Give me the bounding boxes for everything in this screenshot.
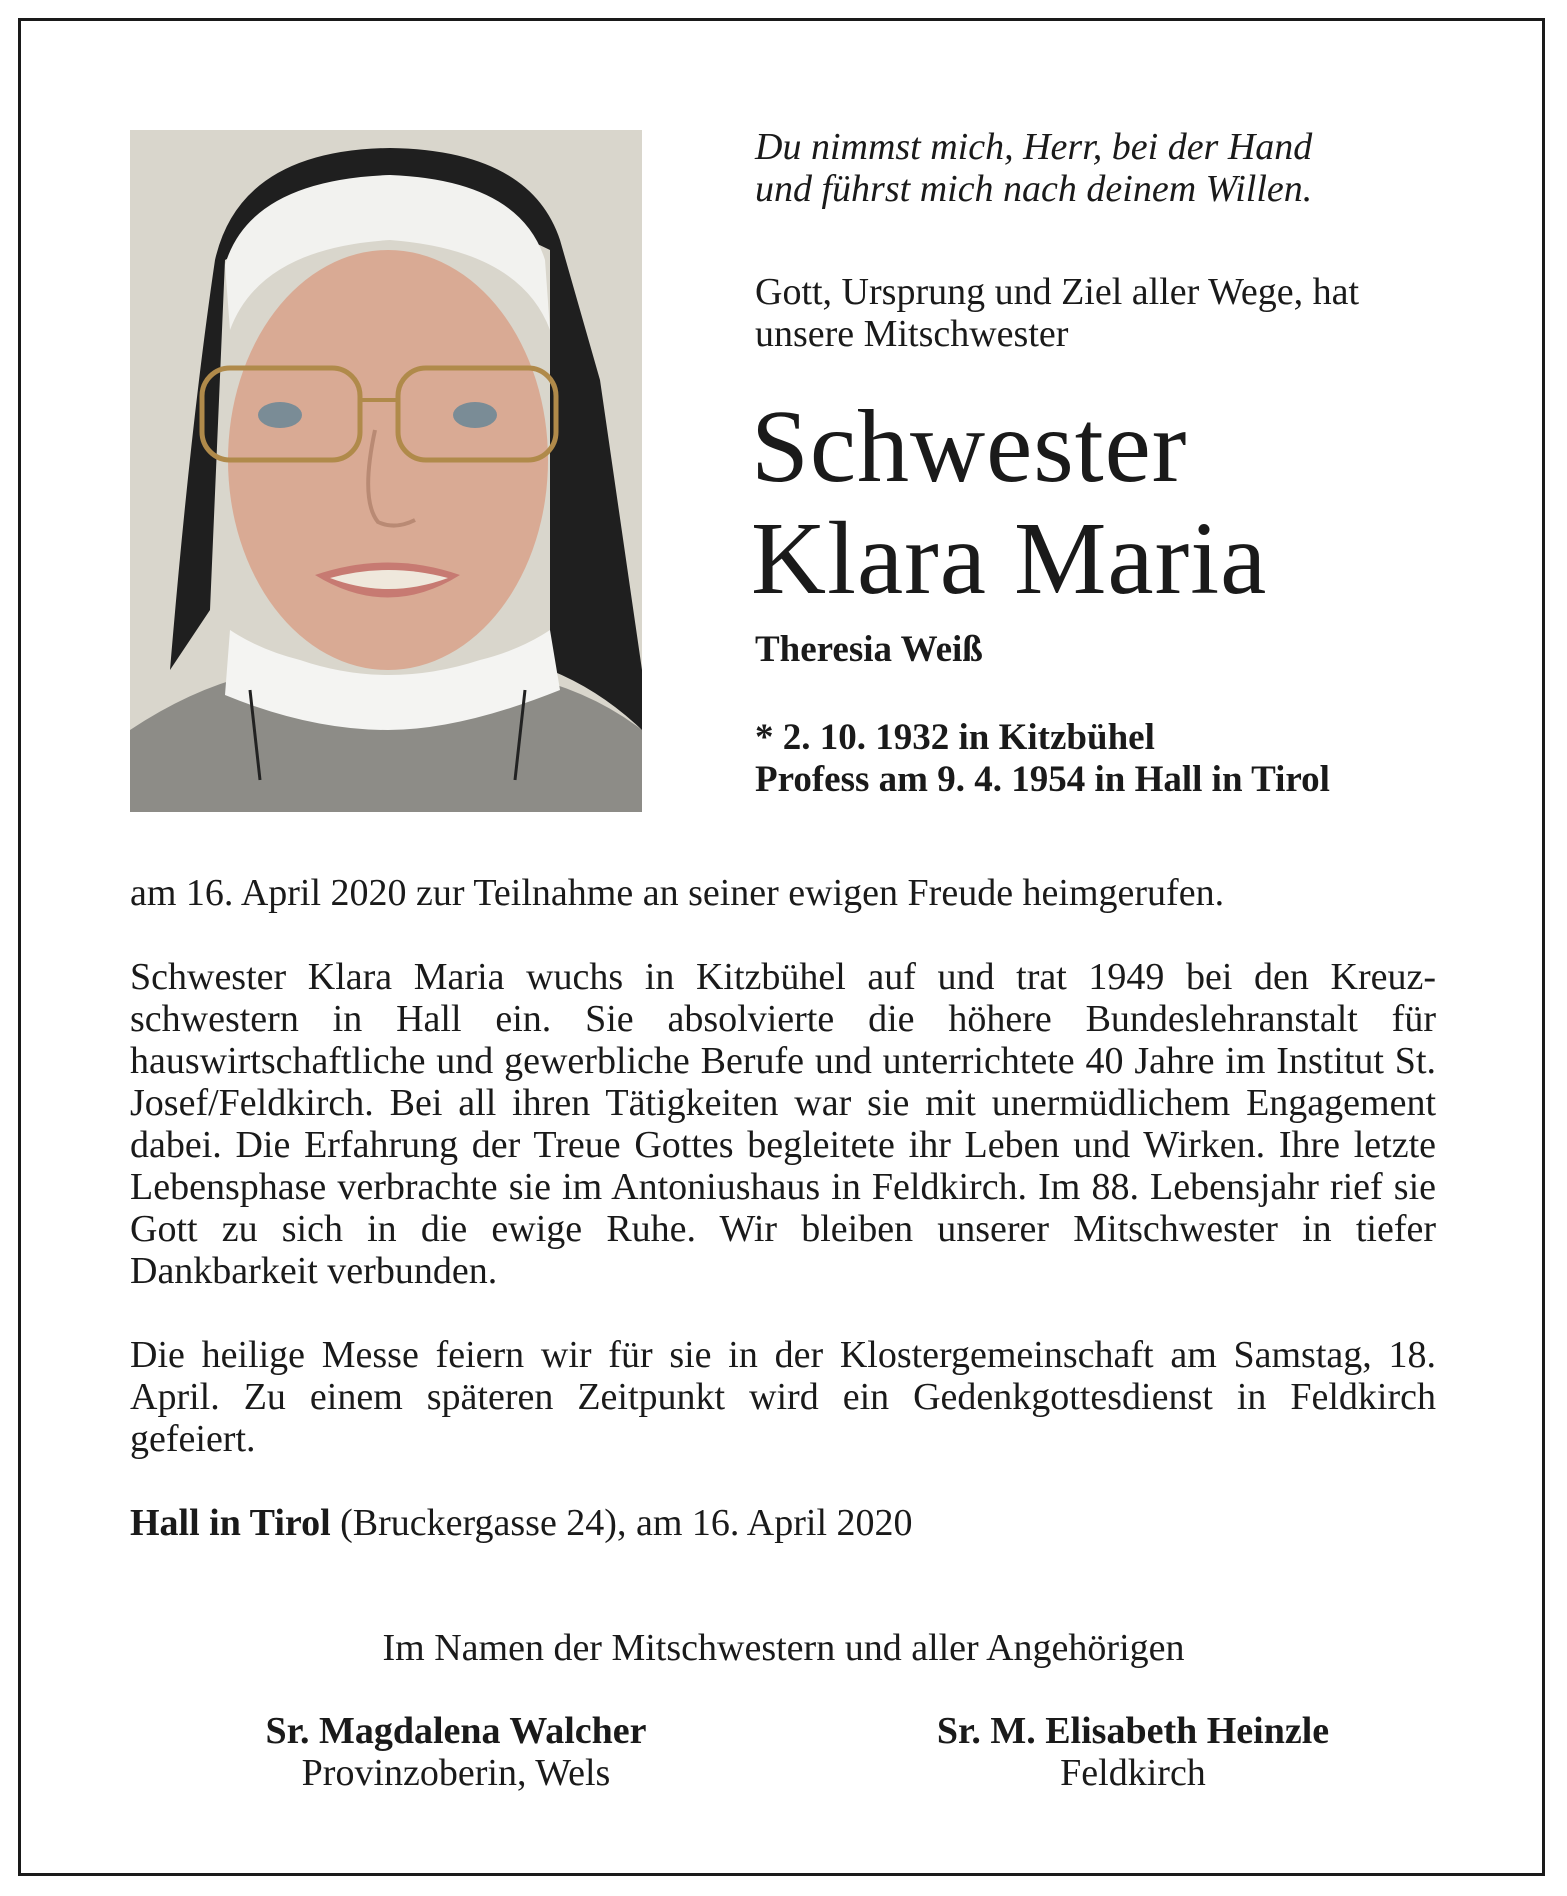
- header-column: [751, 126, 1445, 801]
- motto-verse: [755, 126, 1445, 210]
- intro-text: [755, 271, 1445, 355]
- on-behalf-line: Im Namen der Mitschwestern und aller Angehörigen: [382, 1627, 1185, 1669]
- name-line: Schwester: [751, 389, 1188, 504]
- deceased-name: [751, 391, 1445, 615]
- biography-text: Schwester Klara Maria wuchs in Kitzbühel auf und trat 1949 bei den Kreuzschwestern in Hall ein. Sie absolvierte die höhere Bundeslehranstalt für hauswirtschaftliche und gewerbliche Berufe und unterrichtete 40 Jahre im Institut St. Josef/Feldkirch. Bei all ihren Tätigkeiten war sie mit unermüdlichem Engagement dabei. Die Erfahrung der Treue Gottes begleitete ihr Leben und Wirken. Ihre letzte Lebensphase verbrachte sie im Antoniushaus in Feldkirch. Im 88. Lebensjahr rief sie Gott zu sich in die ewige Ruhe. Wir bleiben unserer Mitschwester in tiefer Dankbarkeit verbunden.: [130, 956, 1436, 1292]
- signer: [176, 1710, 736, 1794]
- profession-date: Profess am 9. 4. 1954 in Hall in Tirol: [755, 759, 1330, 800]
- intro-line: unsere Mitschwester: [755, 313, 1069, 355]
- place-details: (Bruckergasse 24), am 16. April 2020: [330, 1502, 913, 1544]
- birth-date: * 2. 10. 1932 in Kitzbühel: [755, 717, 1155, 758]
- called-home-text: am 16. April 2020 zur Teilnahme an seiner ewigen Freude heimgerufen.: [130, 872, 1225, 914]
- mass-notice: Die heilige Messe feiern wir für sie in der Klostergemeinschaft am Samstag, 18. April. Zu einem späteren Zeitpunkt wird ein Gedenkgottesdienst in Feldkirch gefeiert.: [130, 1334, 1436, 1460]
- signer-role: Feldkirch: [1060, 1752, 1206, 1794]
- life-dates: [755, 717, 1445, 801]
- motto-line: Du nimmst mich, Herr, bei der Hand: [755, 126, 1313, 168]
- signer-role: Provinzoberin, Wels: [301, 1752, 611, 1794]
- place-date-line: [130, 1502, 1436, 1544]
- portrait-photo: [130, 130, 642, 812]
- signer: [853, 1710, 1413, 1794]
- signer-name: Sr. Magdalena Walcher: [265, 1710, 647, 1752]
- civil-name: Theresia Weiß: [755, 629, 983, 670]
- signer-name: Sr. M. Elisabeth Heinzle: [936, 1710, 1330, 1752]
- motto-line: und führst mich nach deinem Willen.: [755, 168, 1313, 210]
- place-city: Hall in Tirol: [130, 1502, 331, 1544]
- name-line: Klara Maria: [751, 501, 1268, 616]
- intro-line: Gott, Ursprung und Ziel aller Wege, hat: [755, 271, 1360, 313]
